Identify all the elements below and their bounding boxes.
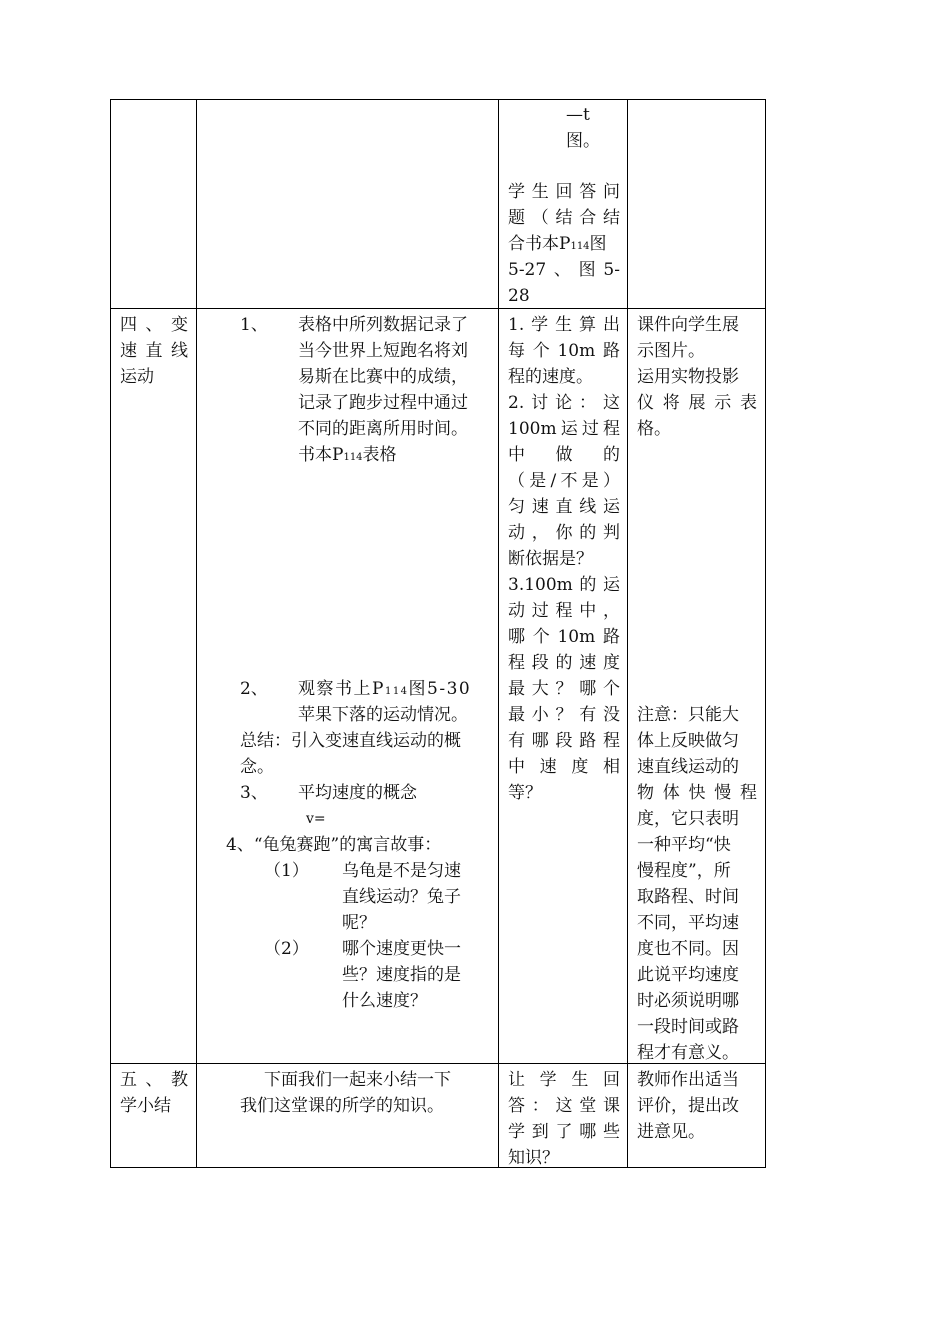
sub-item-text: 乌龟是不是匀速	[342, 861, 461, 881]
teacher-note-line: 示图片。	[637, 341, 705, 361]
teacher-note-line: 仪将展示表	[637, 393, 757, 413]
item-text: 记录了跑步过程中通过	[298, 393, 468, 413]
student-activity-line: 断依据是？	[508, 549, 593, 569]
sub-item-text: 直线运动？兔子	[342, 887, 461, 907]
teacher-note-line: 体上反映做匀	[637, 731, 739, 751]
sub-item-text: 呢？	[342, 913, 376, 933]
summary-text: 总结：引入变速直线运动的概	[240, 731, 461, 751]
teacher-note-line: 注意：只能大	[637, 705, 739, 725]
teacher-note-line: 格。	[637, 419, 671, 439]
teacher-note-line: 一段时间或路	[637, 1017, 739, 1037]
table-border-top	[110, 99, 766, 100]
student-activity-line: （是/不是）	[508, 471, 620, 491]
table-border-left	[110, 99, 111, 1168]
student-activity-line: 让学生回	[508, 1070, 620, 1090]
summary-content-line: 我们这堂课的所学的知识。	[240, 1096, 444, 1116]
teacher-note-line: 取路程、时间	[637, 887, 739, 907]
sub-item-text: 哪个速度更快一	[342, 939, 461, 959]
stage-label: 四、变	[120, 315, 188, 335]
student-activity-line: 等？	[508, 783, 542, 803]
student-activity-line: 哪个10m路	[508, 627, 620, 647]
student-answer-line: 28	[508, 286, 530, 306]
sub-item-number: （2）	[264, 939, 309, 959]
student-activity-line: 程段的速度	[508, 653, 620, 673]
student-activity-line: 答：这堂课	[508, 1096, 620, 1116]
student-activity-line: 中 做 的	[508, 445, 620, 465]
teacher-note-line: 此说平均速度	[637, 965, 739, 985]
teacher-note-line: 时必须说明哪	[637, 991, 739, 1011]
formula: v=	[306, 811, 326, 827]
teacher-note-line: 不同，平均速	[637, 913, 739, 933]
student-activity-line: 动过程中，	[508, 601, 620, 621]
item-number: 1、	[240, 315, 268, 335]
student-activity-line: 1.学生算出	[508, 315, 620, 335]
sub-item-number: （1）	[264, 861, 309, 881]
stage-label: 学小结	[120, 1096, 171, 1116]
sub-item-text: 些？速度指的是	[342, 965, 461, 985]
formula-fragment: —t	[566, 105, 590, 125]
student-answer-line: 题（结合结	[508, 208, 620, 228]
teacher-note-line: 进意见。	[637, 1122, 705, 1142]
teacher-note-line: 度，它只表明	[637, 809, 739, 829]
item-text: 表格中所列数据记录了	[298, 315, 468, 335]
item-text: 观察书上P114图5-30	[298, 679, 472, 699]
teacher-note-line: 程才有意义。	[637, 1043, 739, 1063]
student-answer-line: 学生回答问	[508, 182, 620, 202]
item-text: 书本P114表格	[298, 445, 397, 465]
teacher-note-line: 物体快慢程	[637, 783, 757, 803]
stage-label: 运动	[120, 367, 154, 387]
summary-content-line: 下面我们一起来小结一下	[264, 1070, 451, 1090]
student-answer-line: 5-27、图5-	[508, 260, 620, 280]
teacher-note-line: 评价，提出改	[637, 1096, 739, 1116]
item-text: 不同的距离所用时间。	[298, 419, 468, 439]
student-activity-line: 学到了哪些	[508, 1122, 620, 1142]
stage-label: 五、教	[120, 1070, 188, 1090]
sub-item-text: 什么速度？	[342, 991, 427, 1011]
teacher-note-line: 慢程度”，所	[637, 861, 731, 881]
item-text: 苹果下落的运动情况。	[298, 705, 468, 725]
item-number: 2、	[240, 679, 268, 699]
table-border-right	[765, 99, 766, 1168]
student-activity-line: 有哪段路程	[508, 731, 620, 751]
student-activity-line: 每个10m路	[508, 341, 620, 361]
table-border-bottom	[110, 1167, 766, 1168]
student-activity-line: 3.100m的运	[508, 575, 620, 595]
item-number: 3、	[240, 783, 268, 803]
student-activity-line: 最小？有没	[508, 705, 620, 725]
student-activity-line: 最大？哪个	[508, 679, 620, 699]
item-text: 当今世界上短跑名将刘	[298, 341, 468, 361]
teacher-note-line: 课件向学生展	[637, 315, 739, 335]
student-activity-line: 2.讨论：这	[508, 393, 620, 413]
student-activity-line: 动，你的判	[508, 523, 620, 543]
item-text: 平均速度的概念	[298, 783, 417, 803]
item-text: 易斯在比赛中的成绩，	[298, 367, 468, 387]
formula-fragment-figure: 图。	[566, 131, 600, 151]
item-title: 4、“龟兔赛跑”的寓言故事：	[226, 835, 442, 855]
column-divider-3	[627, 99, 628, 1168]
teacher-note-line: 运用实物投影	[637, 367, 739, 387]
teacher-note-line: 度也不同。因	[637, 939, 739, 959]
column-divider-2	[498, 99, 499, 1168]
stage-label: 速直线	[120, 341, 188, 361]
teacher-note-line: 一种平均“快	[637, 835, 731, 855]
student-answer-line: 合书本P114图	[508, 234, 607, 254]
student-activity-line: 知识？	[508, 1148, 559, 1168]
teacher-note-line: 教师作出适当	[637, 1070, 739, 1090]
summary-text: 念。	[240, 757, 274, 777]
student-activity-line: 程的速度。	[508, 367, 593, 387]
row-divider-1	[110, 308, 766, 309]
student-activity-line: 100m运过程	[508, 419, 620, 439]
student-activity-line: 匀速直线运	[508, 497, 620, 517]
teacher-note-line: 速直线运动的	[637, 757, 739, 777]
column-divider-1	[196, 99, 197, 1168]
student-activity-line: 中速度相	[508, 757, 620, 777]
